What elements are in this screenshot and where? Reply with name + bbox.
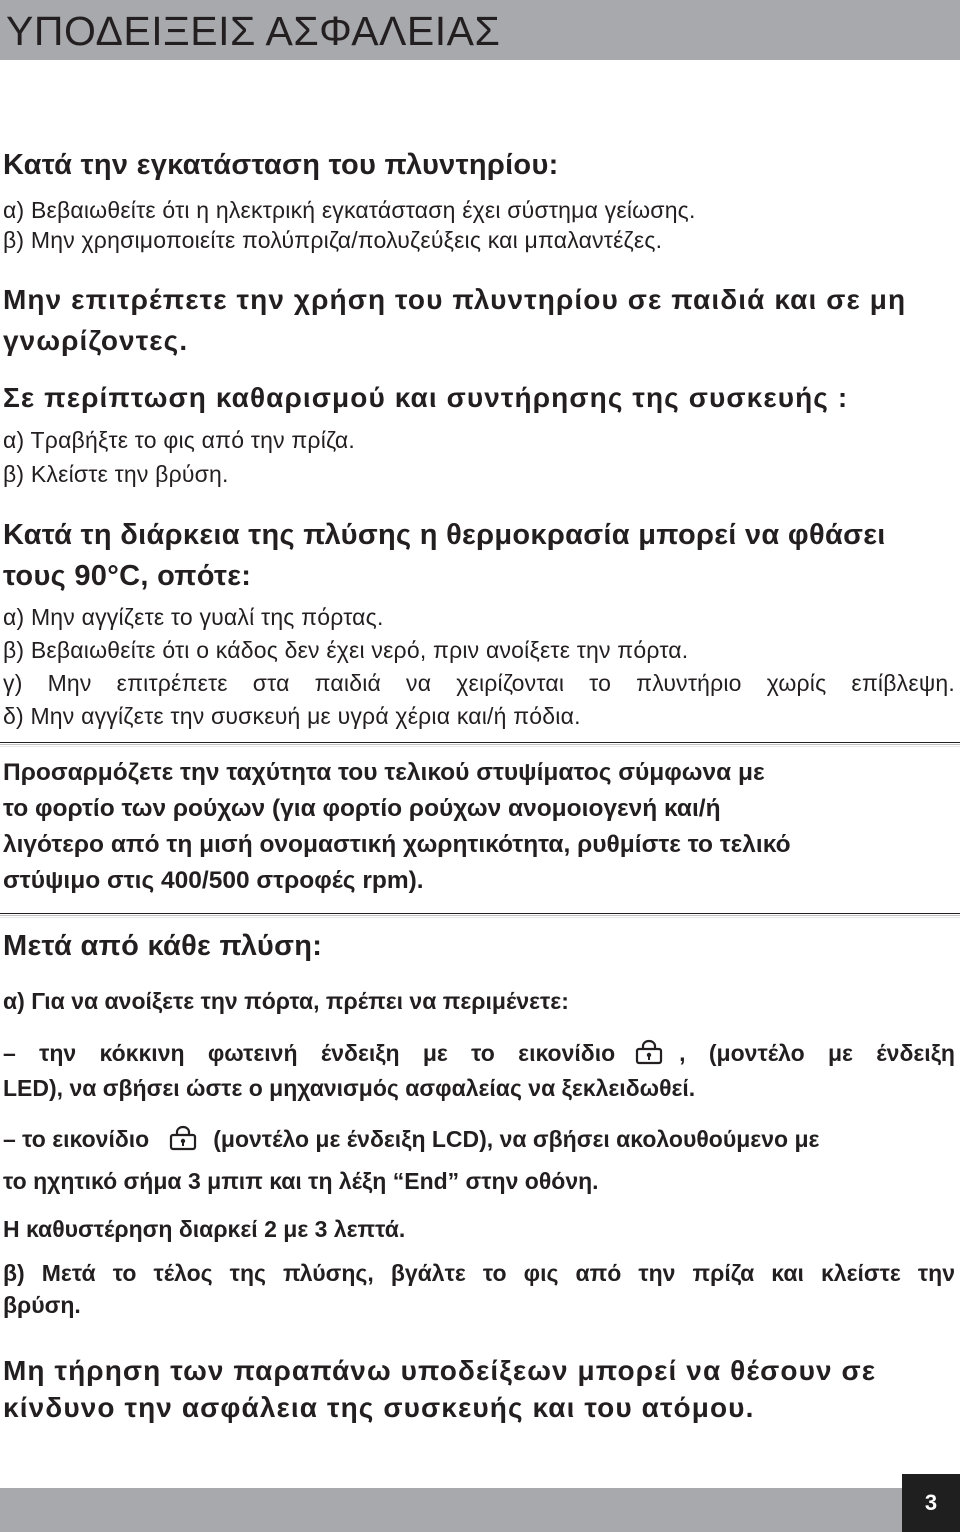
hot-wash-item-d: δ) Μην αγγίζετε την συσκευή με υγρά χέρια και/ή πόδια. [3,703,581,729]
lcd-instruction-line2: το ηχητικό σήμα 3 μπιπ και τη λέξη “End” στην οθόνη. [3,1168,599,1194]
hot-wash-item-c: γ) Μην επιτρέπετε στα παιδιά να χειρίζονται το πλυντήριο χωρίς επίβλεψη. [3,670,955,696]
page-title: ΥΠΟΔΕΙΞΕΙΣ ΑΣΦΑΛΕΙΑΣ [6,8,501,54]
hot-wash-item-a: α) Μην αγγίζετε το γυαλί της πόρτας. [3,604,384,630]
installation-item-a: α) Βεβαιωθείτε ότι η ηλεκτρική εγκατάσταση έχει σύστημα γείωσης. [3,197,696,223]
after-wash-heading: Μετά από κάθε πλύση: [3,930,323,962]
children-warning-line2: γνωρίζοντες. [3,325,189,356]
cleaning-item-b: β) Κλείστε την βρύση. [3,461,229,487]
door-lock-icon [167,1125,199,1151]
cleaning-item-a: α) Τραβήξτε το φις από την πρίζα. [3,427,355,453]
spin-line2: το φορτίο των ρούχων (για φορτίο ρούχων ανομοιογενή και/ή [3,795,721,822]
hot-wash-line2: τους 90°C, οπότε: [3,560,252,592]
door-lock-icon [633,1039,665,1065]
hot-wash-item-b: β) Βεβαιωθείτε ότι ο κάδος δεν έχει νερό, πριν ανοίξετε την πόρτα. [3,637,689,663]
spin-line3: λιγότερο από τη μισή ονομαστική χωρητικότητα, ρυθμίστε το τελικό [3,831,791,858]
page-number: 3 [902,1474,960,1532]
lcd-instruction-line1 [3,1124,819,1154]
lcd-instruction-text: (μοντέλο με ένδειξη LCD), να σβήσει ακολουθούμενο με [213,1126,820,1152]
installation-item-b: β) Μην χρησιμοποιείτε πολύπριζα/πολυζεύξεις και μπαλαντέζες. [3,227,663,253]
closing-warning-line2: κίνδυνο την ασφάλεια της συσκευής και του ατόμου. [3,1392,755,1423]
after-wash-step-a: α) Για να ανοίξετε την πόρτα, πρέπει να περιμένετε: [3,988,569,1014]
led-instruction-line2: LED), να σβήσει ώστε ο μηχανισμός ασφαλείας να ξεκλειδωθεί. [3,1075,696,1101]
lcd-instruction-text: – το εικονίδιο [3,1126,150,1152]
header-bar [0,0,960,60]
closing-warning-line1: Μη τήρηση των παραπάνω υποδείξεων μπορεί να θέσουν σε [3,1355,877,1386]
spin-line1: Προσαρμόζετε την ταχύτητα του τελικού στυψίματος σύμφωνα με [3,759,765,786]
footer-bar [0,1488,960,1532]
cleaning-heading: Σε περίπτωση καθαρισμού και συντήρησης της συσκευής : [3,382,849,413]
section-divider [0,913,960,914]
section-divider [0,742,960,743]
after-wash-step-b-line1: β) Μετά το τέλος της πλύσης, βγάλτε το φις από την πρίζα και κλείστε την [3,1260,955,1286]
led-instruction-line1 [3,1038,955,1068]
spin-line4: στύψιμο στις 400/500 στροφές rpm). [3,867,424,894]
led-instruction-text: , (μοντέλο με ένδειξη [679,1040,955,1066]
hot-wash-line1: Κατά τη διάρκεια της πλύσης η θερμοκρασία μπορεί να φθάσει [3,519,886,551]
after-wash-step-b-line2: βρύση. [3,1292,81,1318]
children-warning-line1: Μην επιτρέπετε την χρήση του πλυντηρίου σε παιδιά και σε μη [3,284,907,315]
delay-note: Η καθυστέρηση διαρκεί 2 με 3 λεπτά. [3,1216,406,1242]
installation-heading: Κατά την εγκατάσταση του πλυντηρίου: [3,149,559,181]
led-instruction-text: – την κόκκινη φωτεινή ένδειξη με το εικονίδιο [3,1040,616,1066]
